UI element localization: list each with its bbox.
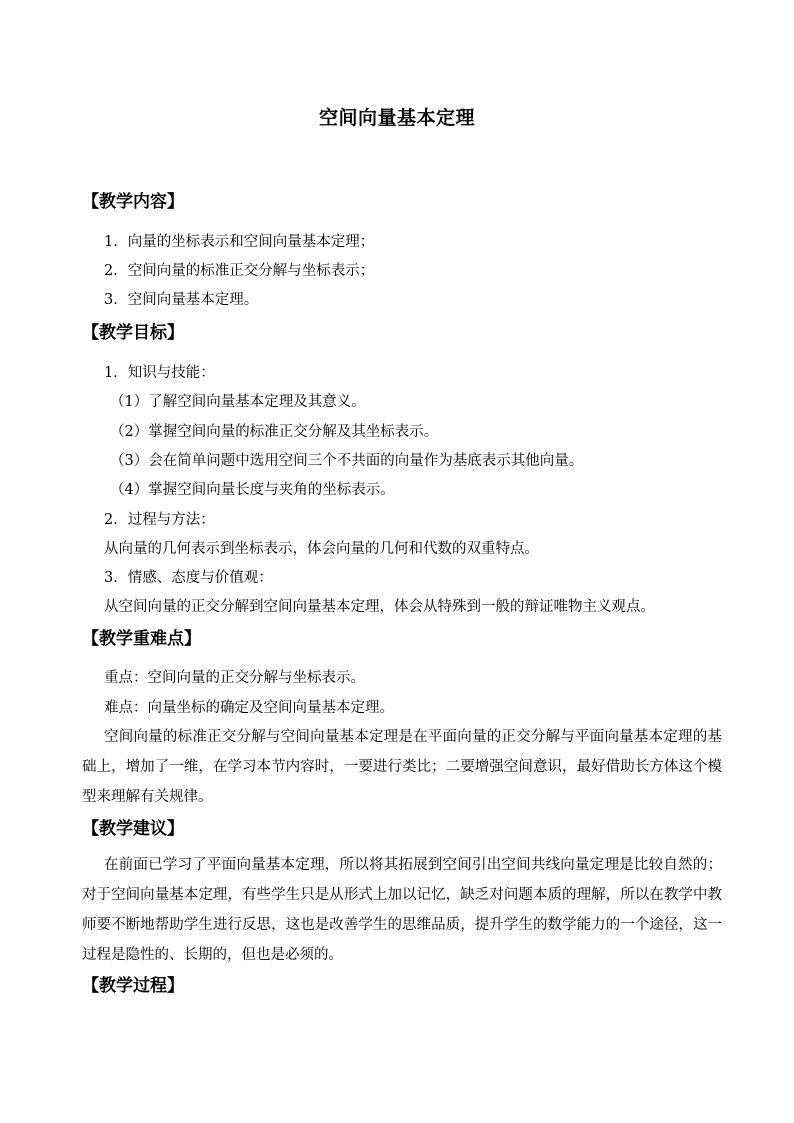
content-item-3: 3．空间向量基本定理。 (104, 292, 259, 308)
section-heading-content: 【教学内容】 (82, 192, 184, 212)
content-item-1: 1．向量的坐标表示和空间向量基本定理； (104, 234, 375, 250)
page-title: 空间向量基本定理 (318, 107, 475, 129)
section-heading-goals: 【教学目标】 (82, 323, 184, 343)
goals-knowledge-item-1: （1）了解空间向量基本定理及其意义。 (110, 394, 366, 410)
key-point-text: 重点：空间向量的正交分解与坐标表示。 (104, 670, 365, 686)
goals-knowledge-item-4: （4）掌握空间向量长度与夹角的坐标表示。 (110, 482, 395, 498)
goals-process-label: 2．过程与方法： (104, 512, 215, 528)
suggestions-paragraph: 在前面已学习了平面向量基本定理，所以将其拓展到空间引出空间共线向量定理是比较自然的；对于空间向量基本定理，有些学生只是从形式上加以记忆，缺乏对问题本质的理解，所以在教学中教师要不断地帮助学生进行反思，这也是改善学生的思维品质，提升学生的数学能力的一个途径，这一过程是隐性的、长期的，但也是必须的。 (82, 857, 722, 963)
section-heading-key-points: 【教学重难点】 (82, 629, 201, 649)
key-points-paragraph: 空间向量的标准正交分解与空间向量基本定理是在平面向量的正交分解与平面向量基本定理的基础上，增加了一维，在学习本节内容时，一要进行类比；二要增强空间意识，最好借助长方体这个模型来理解有关规律。 (82, 729, 722, 805)
goals-emotion-label: 3．情感、态度与价值观： (104, 570, 273, 586)
section-heading-process: 【教学过程】 (82, 976, 184, 996)
goals-process-text: 从向量的几何表示到坐标表示，体会向量的几何和代数的双重特点。 (104, 541, 539, 557)
goals-emotion-text: 从空间向量的正交分解到空间向量基本定理，体会从特殊到一般的辩证唯物主义观点。 (104, 599, 655, 615)
goals-knowledge-item-3: （3）会在简单问题中选用空间三个不共面的向量作为基底表示其他向量。 (110, 453, 584, 469)
difficult-point-text: 难点：向量坐标的确定及空间向量基本定理。 (104, 700, 394, 716)
section-heading-suggestions: 【教学建议】 (82, 819, 184, 839)
goals-knowledge-label: 1．知识与技能： (104, 365, 215, 381)
content-item-2: 2．空间向量的标准正交分解与坐标表示； (104, 263, 375, 279)
goals-knowledge-item-2: （2）掌握空间向量的标准正交分解及其坐标表示。 (110, 424, 439, 440)
